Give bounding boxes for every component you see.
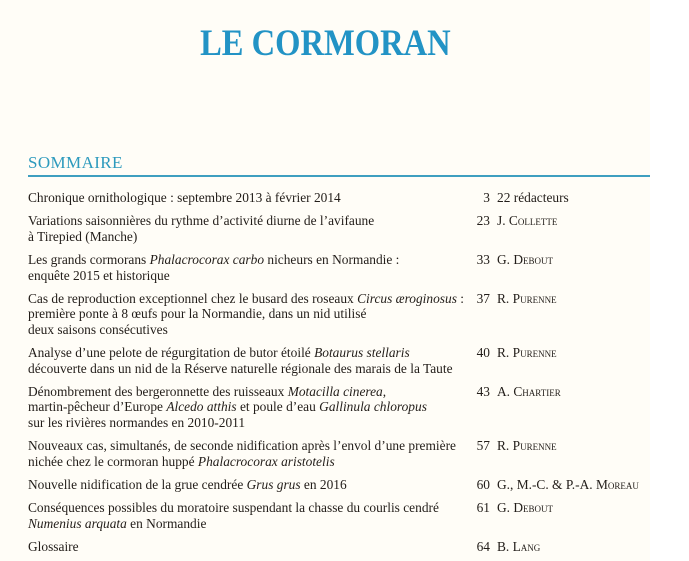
toc-entry-author: B. Lang bbox=[497, 539, 541, 555]
toc-entry-author: 22 rédacteurs bbox=[497, 190, 569, 205]
toc-entry-author: A. Chartier bbox=[497, 383, 561, 399]
toc-entry bbox=[28, 384, 650, 431]
species-name-italic: Phalacrocorax carbo bbox=[149, 252, 265, 268]
title-text: Chronique ornithologique : septembre 2013 à février 2014 bbox=[28, 190, 341, 205]
title-text: martin-pêcheur d’Europe bbox=[28, 399, 167, 415]
toc-entry-title-line bbox=[28, 415, 462, 431]
title-text: Dénombrement des bergeronnette des ruisseaux bbox=[28, 383, 288, 399]
title-text: deux saisons consécutives bbox=[28, 321, 168, 337]
toc-entry-title-line bbox=[28, 306, 462, 322]
toc-entry-page-number: 3 bbox=[483, 190, 490, 205]
toc-entry-author: R. Purenne bbox=[497, 438, 557, 454]
toc-entry-title-line bbox=[28, 268, 462, 284]
species-name-italic: Alcedo atthis bbox=[166, 399, 237, 415]
species-name-italic: Phalacrocorax aristotelis bbox=[197, 453, 335, 469]
toc-entry-title-line bbox=[28, 454, 462, 470]
toc-entry-title-line bbox=[28, 252, 462, 268]
toc-entry bbox=[28, 500, 650, 531]
title-text: et poule d’eau bbox=[236, 399, 320, 415]
toc-entry-title-line bbox=[28, 438, 462, 454]
toc-entry-title-line bbox=[28, 190, 462, 206]
toc-entry-page-number: 37 bbox=[476, 290, 490, 306]
title-text: enquête 2015 et historique bbox=[28, 267, 170, 283]
toc-entry-title bbox=[28, 438, 462, 469]
species-name-italic: Motacilla cinerea bbox=[287, 383, 383, 399]
toc-entry-title bbox=[28, 500, 462, 531]
title-text: Glossaire bbox=[28, 539, 79, 555]
title-text: Les grands cormorans bbox=[28, 252, 150, 268]
toc-entry-title-line bbox=[28, 213, 462, 229]
title-text: Analyse d’une pelote de régurgitation de butor étoilé bbox=[28, 345, 315, 361]
toc-entry-title bbox=[28, 477, 462, 493]
toc-entry-author: R. Purenne bbox=[497, 290, 557, 306]
toc-entry-title-line bbox=[28, 361, 462, 377]
toc-entry-title-line bbox=[28, 384, 462, 400]
toc-list bbox=[28, 190, 650, 561]
title-text: Nouveaux cas, simultanés, de seconde nidification après l’envol d’une première bbox=[28, 438, 456, 454]
toc-entry bbox=[28, 291, 650, 338]
toc-entry-title-line bbox=[28, 322, 462, 338]
toc-entry-author: G., M.-C. & P.-A. Moreau bbox=[497, 477, 639, 493]
toc-entry-page-number: 43 bbox=[476, 383, 490, 399]
species-name-italic: Numenius arquata bbox=[28, 515, 127, 531]
toc-entry-page-number: 60 bbox=[476, 477, 490, 493]
toc-entry-page-number: 23 bbox=[476, 213, 490, 229]
toc-entry-title-line bbox=[28, 229, 462, 245]
species-name-italic: Grus grus bbox=[246, 477, 301, 493]
title-text: Conséquences possibles du moratoire suspendant la chasse du courlis cendré bbox=[28, 500, 439, 516]
toc-entry-page-number: 64 bbox=[476, 539, 490, 555]
toc-entry-title bbox=[28, 213, 462, 244]
toc-entry-page-number: 33 bbox=[476, 252, 490, 268]
title-text: Cas de reproduction exceptionnel chez le busard des roseaux bbox=[28, 290, 358, 306]
title-text: première ponte à 8 œufs pour la Normandie, dans un nid utilisé bbox=[28, 306, 367, 322]
toc-entry bbox=[28, 252, 650, 283]
toc-entry-title-line bbox=[28, 516, 462, 532]
toc-entry bbox=[28, 345, 650, 376]
title-text: à Tirepied (Manche) bbox=[28, 228, 138, 244]
toc-entry-title bbox=[28, 345, 462, 376]
title-text: découverte dans un nid de la Réserve naturelle régionale des marais de la Taute bbox=[28, 360, 453, 376]
toc-entry-title-line bbox=[28, 291, 462, 307]
toc-entry-title-line bbox=[28, 539, 462, 555]
toc-entry bbox=[28, 190, 650, 206]
toc-entry-page-number: 61 bbox=[476, 500, 490, 516]
toc-entry-page-number: 40 bbox=[476, 345, 490, 361]
toc-entry-author: G. Debout bbox=[497, 252, 554, 268]
title-text: sur les rivières normandes en 2010-2011 bbox=[28, 414, 246, 430]
toc-entry-title bbox=[28, 539, 462, 555]
journal-title-text: LE CORMORAN bbox=[199, 23, 451, 64]
sommaire-rule bbox=[28, 175, 650, 177]
toc-entry bbox=[28, 477, 650, 493]
journal-title bbox=[0, 22, 650, 65]
species-name-italic: Gallinula chloropus bbox=[319, 399, 427, 415]
toc-entry-author: R. Purenne bbox=[497, 345, 557, 361]
title-text: Nouvelle nidification de la grue cendrée bbox=[28, 477, 247, 493]
title-text: : bbox=[456, 290, 464, 306]
title-text: Variations saisonnières du rythme d’activité diurne de l’avifaune bbox=[28, 213, 375, 229]
toc-entry bbox=[28, 539, 650, 555]
sommaire-heading: SOMMAIRE bbox=[28, 153, 123, 172]
toc-entry-title-line bbox=[28, 345, 462, 361]
toc-entry-title-line bbox=[28, 477, 462, 493]
toc-entry bbox=[28, 438, 650, 469]
species-name-italic: Circus æroginosus bbox=[357, 290, 457, 306]
toc-entry-title bbox=[28, 291, 462, 338]
species-name-italic: Botaurus stellaris bbox=[314, 345, 410, 361]
title-text: nichée chez le cormoran huppé bbox=[28, 453, 198, 469]
toc-entry-title bbox=[28, 384, 462, 431]
title-text: en 2016 bbox=[300, 477, 347, 493]
toc-entry-title bbox=[28, 252, 462, 283]
toc-entry-author: G. Debout bbox=[497, 500, 554, 516]
title-text: en Normandie bbox=[126, 515, 207, 531]
toc-entry-page-number: 57 bbox=[476, 438, 490, 454]
toc-entry bbox=[28, 213, 650, 244]
title-text: , bbox=[382, 383, 387, 399]
toc-entry-title bbox=[28, 190, 462, 206]
title-text: nicheurs en Normandie : bbox=[264, 252, 400, 268]
toc-entry-title-line bbox=[28, 399, 462, 415]
toc-entry-author: J. Collette bbox=[497, 213, 558, 229]
toc-entry-title-line bbox=[28, 500, 462, 516]
